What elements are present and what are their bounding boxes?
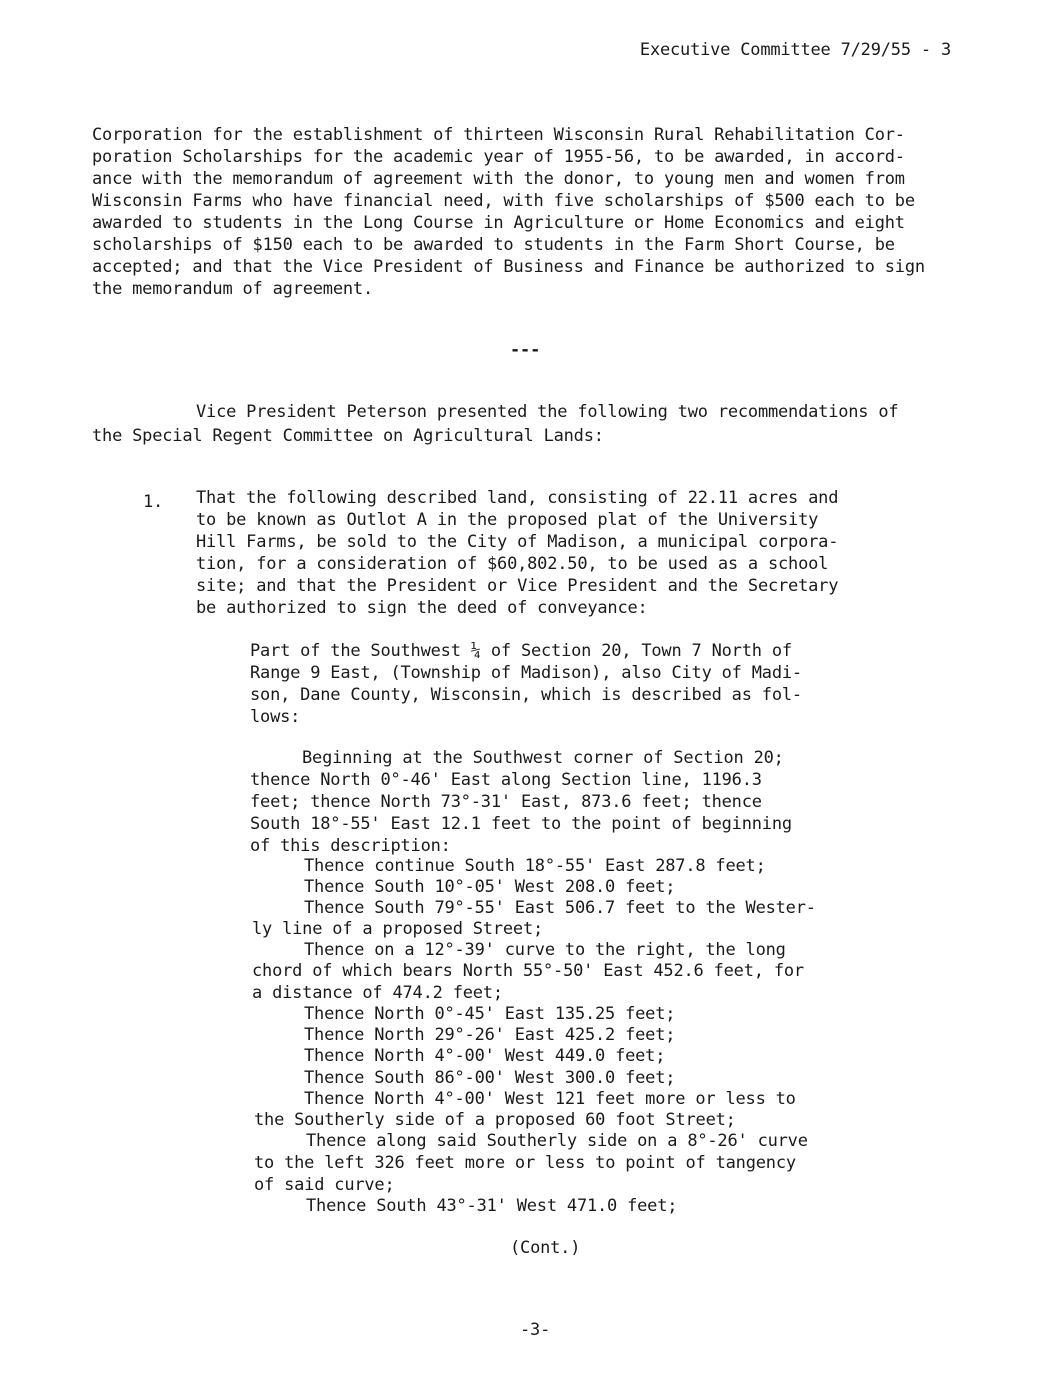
text-line: Thence North 4°-00' West 449.0 feet;: [304, 1046, 666, 1066]
text-line: tion, for a consideration of $60,802.50, to be used as a school: [196, 554, 829, 574]
item-number: 1.: [143, 492, 164, 512]
text-line: the Special Regent Committee on Agricultural Lands:: [92, 426, 604, 446]
text-line: accepted; and that the Vice President of Business and Finance be authorized to sign: [92, 257, 925, 277]
text-line: to be known as Outlot A in the proposed plat of the University: [196, 510, 819, 530]
text-line: Thence on a 12°-39' curve to the right, the long: [304, 940, 786, 960]
text-line: Range 9 East, (Township of Madison), also City of Madi-: [250, 663, 802, 683]
text-line: to the left 326 feet more or less to point of tangency: [254, 1153, 796, 1173]
text-line: be authorized to sign the deed of conveyance:: [196, 598, 648, 618]
text-line: feet; thence North 73°-31' East, 873.6 feet; thence: [250, 792, 762, 812]
text-line: Vice President Peterson presented the following two recommendations of: [196, 402, 899, 422]
text-line: scholarships of $150 each to be awarded to students in the Farm Short Course, be: [92, 235, 895, 255]
text-line: Part of the Southwest ¼ of Section 20, Town 7 North of: [250, 641, 792, 661]
text-line: Thence continue South 18°-55' East 287.8 feet;: [304, 856, 766, 876]
text-line: site; and that the President or Vice President and the Secretary: [196, 576, 839, 596]
text-line: Thence North 4°-00' West 121 feet more or less to: [304, 1089, 796, 1109]
text-line: Thence North 0°-45' East 135.25 feet;: [304, 1004, 676, 1024]
text-line: Wisconsin Farms who have financial need, with five scholarships of $500 each to be: [92, 191, 915, 211]
continued-note: (Cont.): [510, 1238, 581, 1258]
text-line: Thence South 43°-31' West 471.0 feet;: [306, 1196, 678, 1216]
text-line: Thence South 10°-05' West 208.0 feet;: [304, 877, 676, 897]
text-line: Thence South 79°-55' East 506.7 feet to the Wester-: [304, 898, 816, 918]
text-line: chord of which bears North 55°-50' East 452.6 feet, for: [252, 961, 804, 981]
text-line: lows:: [250, 707, 301, 727]
text-line: That the following described land, consisting of 22.11 acres and: [196, 488, 839, 508]
text-line: a distance of 474.2 feet;: [252, 983, 503, 1003]
page-header: Executive Committee 7/29/55 - 3: [639, 40, 951, 60]
text-line: Corporation for the establishment of thirteen Wisconsin Rural Rehabilitation Cor-: [92, 125, 905, 145]
text-line: ly line of a proposed Street;: [252, 919, 544, 939]
text-line: poration Scholarships for the academic year of 1955-56, to be awarded, in accord-: [92, 147, 905, 167]
text-line: awarded to students in the Long Course in Agriculture or Home Economics and eight: [92, 213, 905, 233]
text-line: Thence along said Southerly side on a 8°-26' curve: [306, 1131, 808, 1151]
text-line: South 18°-55' East 12.1 feet to the point of beginning: [250, 814, 792, 834]
text-line: of said curve;: [254, 1175, 395, 1195]
page-number: -3-: [520, 1320, 551, 1340]
text-line: Thence North 29°-26' East 425.2 feet;: [304, 1025, 676, 1045]
text-line: thence North 0°-46' East along Section line, 1196.3: [250, 770, 762, 790]
text-line: ance with the memorandum of agreement with the donor, to young men and women from: [92, 169, 905, 189]
text-line: the memorandum of agreement.: [92, 279, 373, 299]
text-line: of this description:: [250, 836, 451, 856]
text-line: the Southerly side of a proposed 60 foot Street;: [254, 1110, 736, 1130]
text-line: son, Dane County, Wisconsin, which is described as fol-: [250, 685, 802, 705]
section-separator: ---: [510, 340, 541, 360]
text-line: Hill Farms, be sold to the City of Madison, a municipal corpora-: [196, 532, 839, 552]
text-line: Thence South 86°-00' West 300.0 feet;: [304, 1068, 676, 1088]
text-line: Beginning at the Southwest corner of Section 20;: [302, 748, 784, 768]
